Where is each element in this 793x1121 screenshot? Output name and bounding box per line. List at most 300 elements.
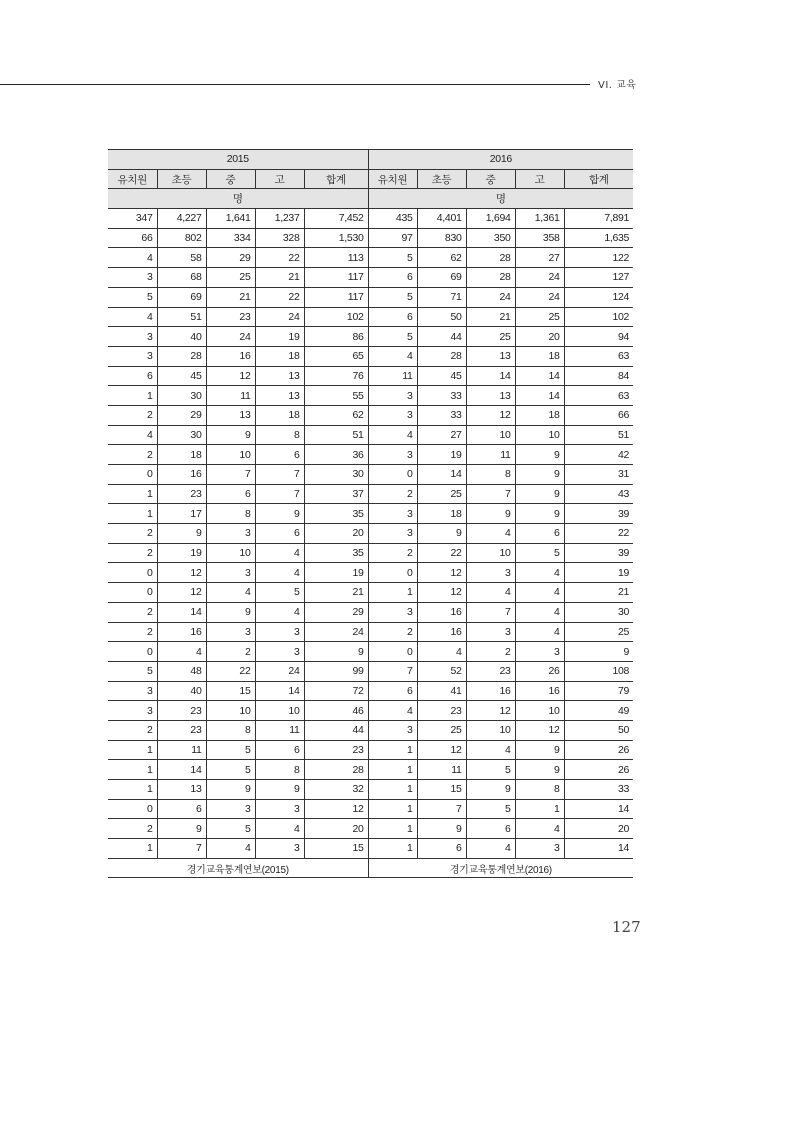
- table-cell: 12: [466, 701, 515, 721]
- table-cell: 36: [304, 445, 368, 465]
- table-cell: 45: [157, 366, 206, 386]
- table-cell: 4: [466, 740, 515, 760]
- table-cell: 10: [255, 701, 304, 721]
- table-cell: 16: [206, 346, 255, 366]
- table-cell: 4: [515, 819, 564, 839]
- table-cell: 3: [206, 622, 255, 642]
- table-cell: 71: [417, 287, 466, 307]
- table-row: [108, 583, 633, 603]
- table-cell: 84: [564, 366, 633, 386]
- table-cell: 8: [206, 720, 255, 740]
- table-row: [108, 819, 633, 839]
- table-cell: 3: [368, 524, 417, 544]
- table-row: [108, 681, 633, 701]
- table-cell: 4: [255, 543, 304, 563]
- col-total-2016: 합계: [564, 169, 633, 189]
- table-cell: 830: [417, 228, 466, 248]
- table-cell: 24: [515, 287, 564, 307]
- table-cell: 22: [206, 661, 255, 681]
- table-cell: 2: [108, 720, 157, 740]
- table-cell: 99: [304, 661, 368, 681]
- table-cell: 29: [157, 405, 206, 425]
- table-cell: 22: [255, 248, 304, 268]
- table-cell: 3: [255, 799, 304, 819]
- table-cell: 26: [564, 740, 633, 760]
- table-cell: 9: [206, 425, 255, 445]
- table-cell: 1,694: [466, 209, 515, 229]
- table-row: [108, 307, 633, 327]
- table-cell: 29: [206, 248, 255, 268]
- table-cell: 79: [564, 681, 633, 701]
- table-cell: 1: [108, 839, 157, 859]
- table-cell: 10: [466, 720, 515, 740]
- table-cell: 21: [466, 307, 515, 327]
- table-cell: 6: [368, 681, 417, 701]
- table-cell: 1: [515, 799, 564, 819]
- table-cell: 12: [157, 563, 206, 583]
- col-elementary-2016: 초등: [417, 169, 466, 189]
- table-cell: 25: [564, 622, 633, 642]
- table-cell: 18: [515, 405, 564, 425]
- table-row: [108, 405, 633, 425]
- table-cell: 3: [515, 642, 564, 662]
- table-cell: 20: [564, 819, 633, 839]
- table-cell: 9: [417, 819, 466, 839]
- table-cell: 22: [564, 524, 633, 544]
- table-cell: 14: [466, 366, 515, 386]
- table-row: [108, 524, 633, 544]
- table-cell: 4: [255, 563, 304, 583]
- table-cell: 10: [515, 425, 564, 445]
- table-cell: 44: [304, 720, 368, 740]
- table-cell: 16: [157, 465, 206, 485]
- table-cell: 21: [255, 268, 304, 288]
- table-row: [108, 228, 633, 248]
- table-cell: 8: [255, 760, 304, 780]
- table-cell: 0: [108, 642, 157, 662]
- table-cell: 10: [206, 543, 255, 563]
- table-cell: 0: [108, 563, 157, 583]
- table-cell: 12: [417, 583, 466, 603]
- table-cell: 24: [466, 287, 515, 307]
- table-cell: 16: [417, 602, 466, 622]
- table-cell: 6: [255, 524, 304, 544]
- table-cell: 15: [206, 681, 255, 701]
- table-cell: 6: [368, 307, 417, 327]
- col-kindergarten-2016: 유치원: [368, 169, 417, 189]
- table-cell: 10: [466, 425, 515, 445]
- table-cell: 69: [417, 268, 466, 288]
- table-cell: 13: [466, 346, 515, 366]
- table-cell: 5: [368, 287, 417, 307]
- table-cell: 802: [157, 228, 206, 248]
- table-cell: 7: [466, 602, 515, 622]
- table-cell: 4: [368, 346, 417, 366]
- table-cell: 9: [206, 602, 255, 622]
- table-cell: 2: [206, 642, 255, 662]
- table-cell: 33: [417, 386, 466, 406]
- table-cell: 113: [304, 248, 368, 268]
- table-cell: 5: [515, 543, 564, 563]
- table-cell: 23: [157, 484, 206, 504]
- table-cell: 18: [417, 504, 466, 524]
- table-row: [108, 366, 633, 386]
- table-cell: 21: [564, 583, 633, 603]
- table-cell: 0: [368, 465, 417, 485]
- table-cell: 50: [564, 720, 633, 740]
- table-cell: 30: [304, 465, 368, 485]
- table-row: [108, 720, 633, 740]
- table-cell: 20: [304, 819, 368, 839]
- source-2016: 경기교육통계연보(2016): [368, 858, 633, 878]
- table-cell: 28: [417, 346, 466, 366]
- table-cell: 12: [304, 799, 368, 819]
- table-cell: 15: [304, 839, 368, 859]
- table-row: [108, 425, 633, 445]
- table-cell: 30: [564, 602, 633, 622]
- table-cell: 35: [304, 504, 368, 524]
- table-cell: 14: [157, 760, 206, 780]
- table-row: [108, 622, 633, 642]
- table-cell: 0: [108, 583, 157, 603]
- table-row: [108, 839, 633, 859]
- table-cell: 3: [368, 445, 417, 465]
- table-cell: 0: [368, 563, 417, 583]
- table-cell: 4: [157, 642, 206, 662]
- table-cell: 0: [108, 465, 157, 485]
- table-cell: 4: [206, 583, 255, 603]
- table-row: [108, 543, 633, 563]
- table-cell: 1,635: [564, 228, 633, 248]
- table-cell: 5: [368, 327, 417, 347]
- table-cell: 14: [157, 602, 206, 622]
- table-cell: 12: [466, 405, 515, 425]
- table-cell: 5: [255, 583, 304, 603]
- table-cell: 3: [466, 622, 515, 642]
- table-cell: 122: [564, 248, 633, 268]
- table-cell: 7,452: [304, 209, 368, 229]
- table-cell: 40: [157, 327, 206, 347]
- table-cell: 11: [255, 720, 304, 740]
- table-cell: 44: [417, 327, 466, 347]
- source-2015: 경기교육통계연보(2015): [108, 858, 368, 878]
- table-cell: 28: [157, 346, 206, 366]
- table-cell: 23: [157, 720, 206, 740]
- table-cell: 6: [466, 819, 515, 839]
- table-cell: 9: [417, 524, 466, 544]
- table-cell: 4,401: [417, 209, 466, 229]
- table-cell: 435: [368, 209, 417, 229]
- header-rule: [0, 84, 590, 85]
- table-cell: 5: [206, 760, 255, 780]
- table-cell: 358: [515, 228, 564, 248]
- table-row: [108, 386, 633, 406]
- table-cell: 3: [108, 681, 157, 701]
- table-cell: 3: [206, 799, 255, 819]
- col-high-2015: 고: [255, 169, 304, 189]
- table-cell: 68: [157, 268, 206, 288]
- table-cell: 18: [255, 346, 304, 366]
- education-statistics-table: [108, 149, 633, 878]
- table-cell: 3: [368, 602, 417, 622]
- table-cell: 7: [368, 661, 417, 681]
- table-cell: 9: [515, 445, 564, 465]
- table-cell: 13: [466, 386, 515, 406]
- table-cell: 14: [564, 839, 633, 859]
- table-cell: 31: [564, 465, 633, 485]
- table-cell: 0: [108, 799, 157, 819]
- table-cell: 1: [108, 740, 157, 760]
- table-cell: 2: [368, 484, 417, 504]
- table-cell: 6: [255, 740, 304, 760]
- table-cell: 3: [108, 327, 157, 347]
- table-cell: 9: [466, 504, 515, 524]
- table-cell: 25: [515, 307, 564, 327]
- table-cell: 5: [108, 661, 157, 681]
- table-row: [108, 740, 633, 760]
- table-cell: 9: [515, 465, 564, 485]
- table-cell: 12: [515, 720, 564, 740]
- table-cell: 46: [304, 701, 368, 721]
- table-cell: 14: [417, 465, 466, 485]
- table-cell: 97: [368, 228, 417, 248]
- table-cell: 16: [515, 681, 564, 701]
- table-cell: 1: [108, 780, 157, 800]
- table-row: [108, 445, 633, 465]
- table-cell: 51: [157, 307, 206, 327]
- table-cell: 11: [157, 740, 206, 760]
- table-row: [108, 780, 633, 800]
- table-cell: 23: [417, 701, 466, 721]
- table-cell: 12: [206, 366, 255, 386]
- table-cell: 15: [417, 780, 466, 800]
- table-row: [108, 484, 633, 504]
- table-row: [108, 209, 633, 229]
- table-row: [108, 346, 633, 366]
- table-cell: 12: [157, 583, 206, 603]
- table-cell: 9: [255, 504, 304, 524]
- table-cell: 8: [515, 780, 564, 800]
- table-cell: 19: [255, 327, 304, 347]
- table-cell: 22: [255, 287, 304, 307]
- table-cell: 16: [466, 681, 515, 701]
- table-cell: 3: [108, 701, 157, 721]
- table-cell: 12: [417, 563, 466, 583]
- table-cell: 49: [564, 701, 633, 721]
- table-cell: 69: [157, 287, 206, 307]
- table-cell: 9: [255, 780, 304, 800]
- table-cell: 19: [564, 563, 633, 583]
- table-cell: 4: [515, 583, 564, 603]
- table-cell: 4: [255, 602, 304, 622]
- table-cell: 6: [157, 799, 206, 819]
- table-cell: 102: [564, 307, 633, 327]
- page-number: 127: [612, 918, 641, 936]
- table-cell: 11: [417, 760, 466, 780]
- table-cell: 3: [206, 524, 255, 544]
- table-cell: 6: [206, 484, 255, 504]
- table-cell: 4: [255, 819, 304, 839]
- col-middle-2016: 중: [466, 169, 515, 189]
- table-cell: 9: [515, 504, 564, 524]
- table-cell: 6: [515, 524, 564, 544]
- table-cell: 63: [564, 346, 633, 366]
- table-cell: 13: [255, 386, 304, 406]
- table-cell: 27: [515, 248, 564, 268]
- table-cell: 14: [255, 681, 304, 701]
- table-cell: 3: [466, 563, 515, 583]
- table-cell: 41: [417, 681, 466, 701]
- table-cell: 21: [304, 583, 368, 603]
- table-cell: 35: [304, 543, 368, 563]
- table-cell: 4: [466, 839, 515, 859]
- table-cell: 66: [564, 405, 633, 425]
- col-kindergarten-2015: 유치원: [108, 169, 157, 189]
- col-high-2016: 고: [515, 169, 564, 189]
- table-cell: 17: [157, 504, 206, 524]
- table-cell: 3: [255, 642, 304, 662]
- table-cell: 6: [255, 445, 304, 465]
- table-cell: 3: [108, 268, 157, 288]
- table-cell: 127: [564, 268, 633, 288]
- table-cell: 20: [304, 524, 368, 544]
- table-row: [108, 760, 633, 780]
- table-cell: 0: [368, 642, 417, 662]
- table-cell: 65: [304, 346, 368, 366]
- table-cell: 3: [368, 504, 417, 524]
- table-cell: 7: [417, 799, 466, 819]
- table-cell: 7: [255, 465, 304, 485]
- table-cell: 3: [255, 839, 304, 859]
- table-row: [108, 268, 633, 288]
- table-cell: 347: [108, 209, 157, 229]
- table-cell: 7,891: [564, 209, 633, 229]
- table-cell: 14: [564, 799, 633, 819]
- table-cell: 3: [368, 720, 417, 740]
- year-header-2016: 2016: [368, 150, 633, 170]
- table-cell: 1: [368, 740, 417, 760]
- table-cell: 4: [466, 524, 515, 544]
- table-cell: 124: [564, 287, 633, 307]
- table-cell: 1: [108, 760, 157, 780]
- table-cell: 76: [304, 366, 368, 386]
- table-cell: 8: [206, 504, 255, 524]
- table-cell: 1: [368, 799, 417, 819]
- table-cell: 24: [304, 622, 368, 642]
- table-cell: 108: [564, 661, 633, 681]
- table-cell: 4: [368, 425, 417, 445]
- table-cell: 39: [564, 504, 633, 524]
- table-cell: 51: [304, 425, 368, 445]
- table-cell: 5: [466, 799, 515, 819]
- table-cell: 5: [466, 760, 515, 780]
- table-cell: 2: [108, 524, 157, 544]
- table-cell: 4: [368, 701, 417, 721]
- table-cell: 3: [368, 386, 417, 406]
- table-cell: 26: [564, 760, 633, 780]
- unit-label-2016: 명: [368, 189, 633, 209]
- table-cell: 14: [515, 366, 564, 386]
- table-cell: 4: [466, 583, 515, 603]
- table-cell: 9: [304, 642, 368, 662]
- table-cell: 62: [417, 248, 466, 268]
- table-row: [108, 248, 633, 268]
- table-cell: 11: [466, 445, 515, 465]
- table-cell: 14: [515, 386, 564, 406]
- table-cell: 6: [417, 839, 466, 859]
- table-cell: 1: [368, 819, 417, 839]
- table-cell: 25: [206, 268, 255, 288]
- table-cell: 328: [255, 228, 304, 248]
- unit-label-2015: 명: [108, 189, 368, 209]
- table-cell: 24: [255, 307, 304, 327]
- table-cell: 11: [368, 366, 417, 386]
- table-cell: 3: [368, 405, 417, 425]
- table-cell: 19: [157, 543, 206, 563]
- table-cell: 9: [515, 740, 564, 760]
- table-row: [108, 602, 633, 622]
- table-cell: 1: [368, 839, 417, 859]
- table-cell: 6: [368, 268, 417, 288]
- table-cell: 45: [417, 366, 466, 386]
- table-cell: 86: [304, 327, 368, 347]
- table-cell: 1,237: [255, 209, 304, 229]
- table-cell: 30: [157, 425, 206, 445]
- table-cell: 9: [515, 760, 564, 780]
- table-cell: 23: [157, 701, 206, 721]
- table-cell: 40: [157, 681, 206, 701]
- table-cell: 4: [206, 839, 255, 859]
- col-elementary-2015: 초등: [157, 169, 206, 189]
- table-cell: 18: [157, 445, 206, 465]
- table-cell: 24: [515, 268, 564, 288]
- table-cell: 39: [564, 543, 633, 563]
- table-cell: 4: [108, 248, 157, 268]
- table-cell: 9: [157, 819, 206, 839]
- table-cell: 11: [206, 386, 255, 406]
- table-cell: 2: [368, 543, 417, 563]
- table-row: [108, 563, 633, 583]
- table-cell: 9: [564, 642, 633, 662]
- table-cell: 102: [304, 307, 368, 327]
- table-cell: 13: [255, 366, 304, 386]
- table-cell: 8: [466, 465, 515, 485]
- table-cell: 1: [108, 386, 157, 406]
- table-cell: 7: [466, 484, 515, 504]
- table-cell: 1: [368, 760, 417, 780]
- table-cell: 3: [108, 346, 157, 366]
- table-cell: 4: [515, 563, 564, 583]
- table-cell: 42: [564, 445, 633, 465]
- table-cell: 2: [108, 622, 157, 642]
- col-middle-2015: 중: [206, 169, 255, 189]
- table-cell: 27: [417, 425, 466, 445]
- section-title: VI. 교육: [598, 80, 637, 91]
- table-cell: 1,641: [206, 209, 255, 229]
- table-cell: 33: [564, 780, 633, 800]
- table-cell: 13: [157, 780, 206, 800]
- table-cell: 23: [206, 307, 255, 327]
- table-cell: 10: [206, 701, 255, 721]
- table-cell: 25: [466, 327, 515, 347]
- table-cell: 4: [108, 425, 157, 445]
- table-cell: 12: [417, 740, 466, 760]
- table-cell: 2: [108, 405, 157, 425]
- table-cell: 63: [564, 386, 633, 406]
- table-cell: 1,361: [515, 209, 564, 229]
- table-cell: 7: [255, 484, 304, 504]
- table-cell: 4: [108, 307, 157, 327]
